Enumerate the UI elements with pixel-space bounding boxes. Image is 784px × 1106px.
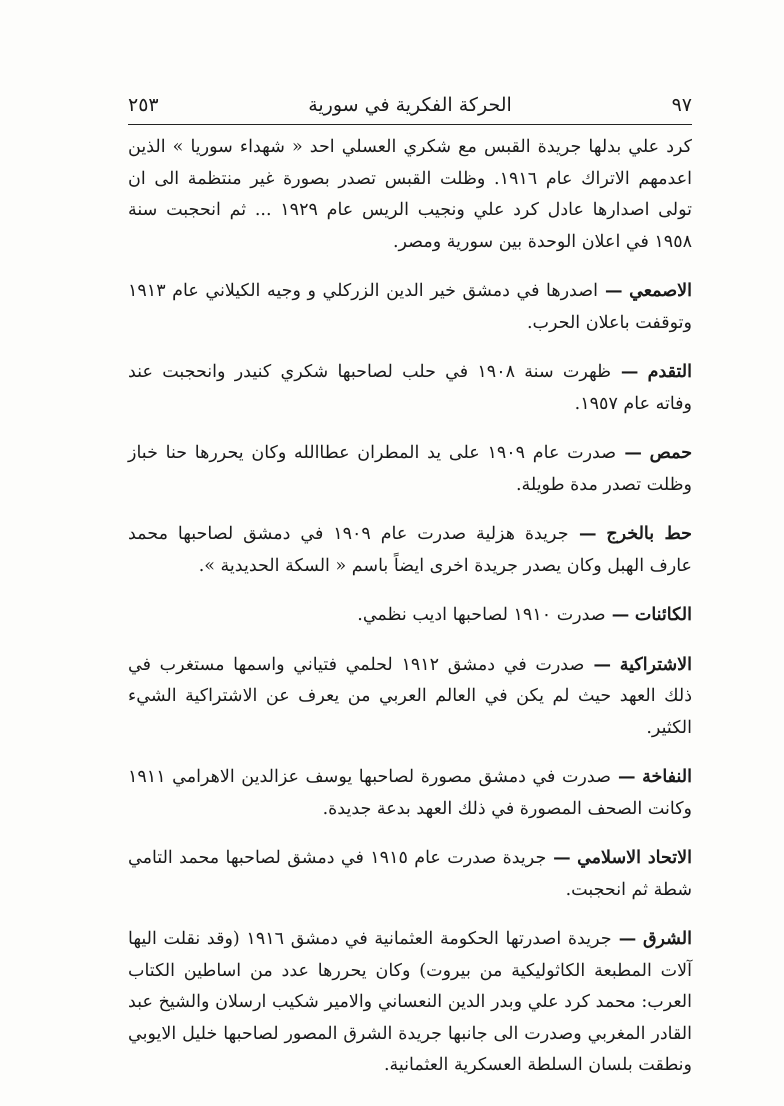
entry-al-asmai (128, 276, 692, 339)
body-text (128, 132, 692, 1082)
entry-al-ishtirakiya (128, 650, 692, 745)
entry-homs (128, 438, 692, 501)
entry-term: الاصمعي (629, 281, 692, 301)
entry-term: الاتحاد الاسلامي (577, 848, 693, 868)
entry-term: حط بالخرج (606, 524, 692, 544)
entry-al-naffakha (128, 762, 692, 825)
entry-hatt-bil-khurj (128, 519, 692, 582)
em-dash: — (616, 443, 642, 463)
entry-term: الاشتراكية (619, 654, 693, 675)
entry-text: جريدة صدرت عام ١٩١٥ في دمشق لصاحبها محمد التامي شطة ثم انحجبت. (128, 848, 692, 900)
entry-al-kainat (128, 600, 692, 632)
page-number-right: ٩٧ (671, 94, 692, 116)
page-header (128, 94, 692, 124)
running-title: الحركة الفكرية في سورية (308, 94, 512, 116)
entry-text: صدرت في دمشق ١٩١٢ لحلمي فتياني واسمها مستغرب في ذلك العهد حيث لم يكن في العالم العربي من يعرف عن الاشتراكية الشيء الكثير. (128, 654, 692, 738)
entry-text: صدرت عام ١٩٠٩ على يد المطران عطاالله وكان يحررها حنا خباز وظلت تصدر مدة طويلة. (128, 443, 692, 495)
entry-text: ظهرت سنة ١٩٠٨ في حلب لصاحبها شكري كنيدر وانحجبت عند وفاته عام ١٩٥٧. (128, 362, 692, 414)
em-dash: — (584, 654, 612, 675)
em-dash: — (605, 605, 630, 625)
entry-term: الكائنات (634, 605, 692, 625)
entry-al-taqaddum (128, 357, 692, 420)
em-dash: — (546, 848, 571, 868)
em-dash: — (568, 524, 597, 544)
em-dash: — (611, 929, 637, 949)
em-dash: — (597, 281, 623, 301)
entry-term: التقدم (647, 362, 692, 382)
paragraph-text: كرد علي بدلها جريدة القبس مع شكري العسلي احد « شهداء سوريا » الذين اعدمهم الاتراك عام ١٩١٦. وظلت القبس تصدر بصورة غير منتظمة الى ان تولى اصدارها عادل كرد علي ونجيب الريس عام ١٩٢٩ ... ثم انحجبت سنة ١٩٥٨ في اعلان الوحدة بين سورية ومصر. (128, 137, 693, 252)
em-dash: — (611, 362, 639, 382)
entry-text: صدرت في دمشق مصورة لصاحبها يوسف عزالدين الاهرامي ١٩١١ وكانت الصحف المصورة في ذلك العهد بدعة جديدة. (128, 767, 692, 819)
entry-term: حمص (649, 443, 693, 463)
em-dash: — (610, 767, 636, 787)
entry-text: جريدة اصدرتها الحكومة العثمانية في دمشق ١٩١٦ (وقد نقلت اليها آلات المطبعة الكاثوليكية من بيروت) وكان يحررها عدد من اساطين الكتاب العرب: محمد كرد علي وبدر الدين النعساني والامير شكيب ارسلان والشيخ عبد القادر المغربي وصدرت الى جانبها جريدة الشرق المصور لصاحبها خليل الايوبي ونطقت بلسان السلطة العسكرية العثمانية. (128, 929, 692, 1075)
paragraph-continuation (128, 132, 692, 258)
page-number-left: ٢٥٣ (128, 94, 159, 116)
entry-text: صدرت ١٩١٠ لصاحبها اديب نظمي. (357, 605, 606, 625)
entry-text: اصدرها في دمشق خير الدين الزركلي و وجيه الكيلاني عام ١٩١٣ وتوقفت باعلان الحرب. (128, 281, 692, 333)
entry-al-ittihad-al-islami (128, 843, 692, 906)
entry-al-sharq (128, 924, 692, 1082)
header-rule (128, 124, 692, 125)
entry-term: الشرق (642, 929, 692, 949)
entry-term: النفاخة (642, 767, 692, 787)
entry-text: جريدة هزلية صدرت عام ١٩٠٩ في دمشق لصاحبها محمد عارف الهبل وكان يصدر جريدة اخرى ايضاً باسم « السكة الحديدية ». (128, 524, 692, 576)
